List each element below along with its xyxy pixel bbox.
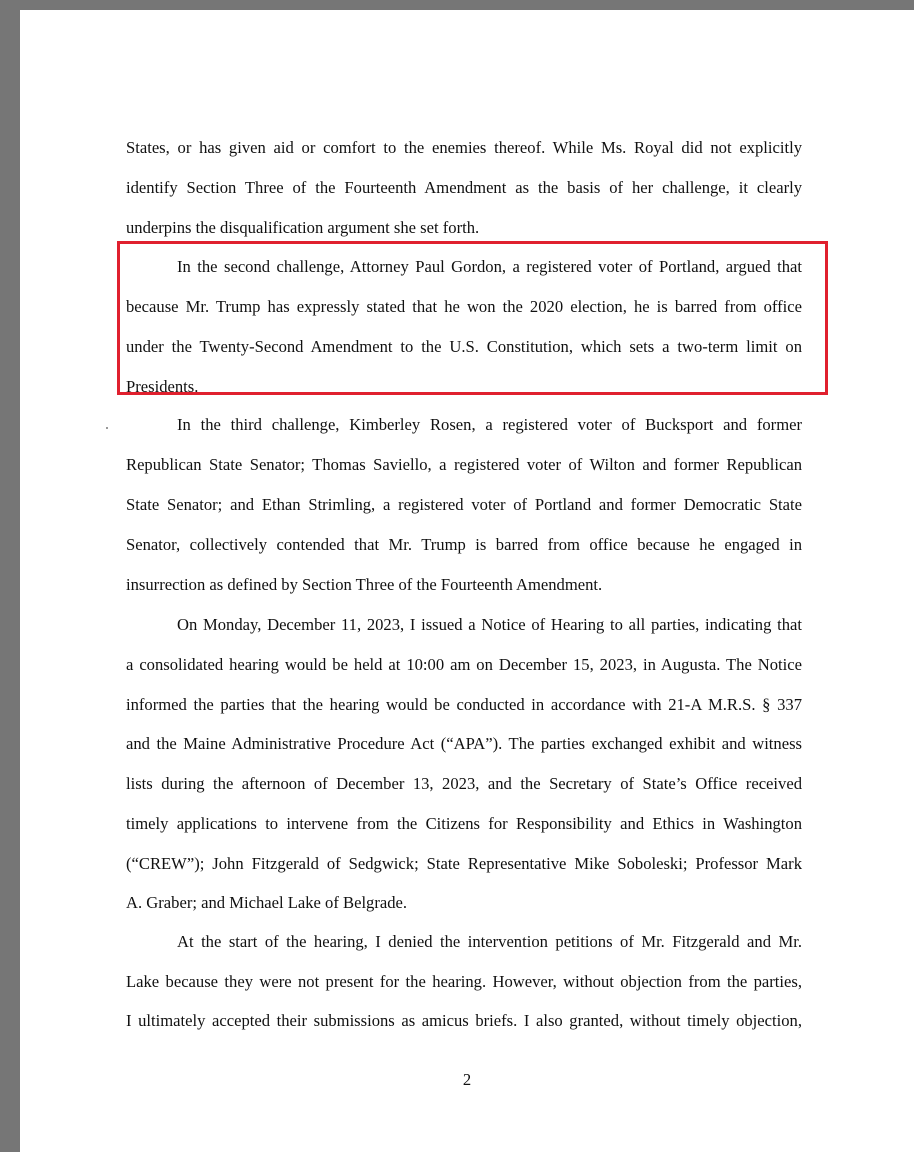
document-page <box>20 10 914 1152</box>
paragraph-line: At the start of the hearing, I denied the intervention petitions of Mr. Fitzgerald and Mr. <box>177 932 802 951</box>
paragraph-line: a consolidated hearing would be held at 10:00 am on December 15, 2023, in Augusta. The Notice <box>126 655 802 674</box>
paragraph-line: insurrection as defined by Section Three of the Fourteenth Amendment. <box>126 575 603 594</box>
paragraph-line: underpins the disqualification argument she set forth. <box>126 218 480 237</box>
paragraph-line: A. Graber; and Michael Lake of Belgrade. <box>126 893 408 912</box>
paragraph-line: and the Maine Administrative Procedure Act (“APA”). The parties exchanged exhibit and witness <box>126 734 802 753</box>
paragraph-line: Republican State Senator; Thomas Saviello, a registered voter of Wilton and former Republican <box>126 455 802 474</box>
paragraph-line: timely applications to intervene from the Citizens for Responsibility and Ethics in Washington <box>126 814 802 833</box>
paragraph-line: under the Twenty-Second Amendment to the U.S. Constitution, which sets a two-term limit on <box>126 337 802 356</box>
paragraph-line: lists during the afternoon of December 13, 2023, and the Secretary of State’s Office received <box>126 774 802 793</box>
paragraph-line: informed the parties that the hearing would be conducted in accordance with 21-A M.R.S. § 337 <box>126 695 802 714</box>
paragraph-line: State Senator; and Ethan Strimling, a registered voter of Portland and former Democratic State <box>126 495 802 514</box>
paragraph-line: (“CREW”); John Fitzgerald of Sedgwick; State Representative Mike Soboleski; Professor Mark <box>126 854 802 873</box>
scan-speck <box>106 427 108 429</box>
paragraph-line: States, or has given aid or comfort to the enemies thereof. While Ms. Royal did not explicitly <box>126 138 802 157</box>
paragraph-line: In the second challenge, Attorney Paul Gordon, a registered voter of Portland, argued that <box>177 257 802 276</box>
paragraph-line: In the third challenge, Kimberley Rosen, a registered voter of Bucksport and former <box>177 415 802 434</box>
paragraph-line: because Mr. Trump has expressly stated that he won the 2020 election, he is barred from office <box>126 297 802 316</box>
paragraph-line: identify Section Three of the Fourteenth Amendment as the basis of her challenge, it clearly <box>126 178 802 197</box>
paragraph-line: I ultimately accepted their submissions as amicus briefs. I also granted, without timely objection, <box>126 1011 802 1030</box>
paragraph-line: Senator, collectively contended that Mr. Trump is barred from office because he engaged in <box>126 535 802 554</box>
page-number: 2 <box>462 1070 472 1089</box>
paragraph-line: Lake because they were not present for the hearing. However, without objection from the parties, <box>126 972 802 991</box>
paragraph-line: Presidents. <box>126 377 199 396</box>
paragraph-line: On Monday, December 11, 2023, I issued a Notice of Hearing to all parties, indicating that <box>177 615 802 634</box>
